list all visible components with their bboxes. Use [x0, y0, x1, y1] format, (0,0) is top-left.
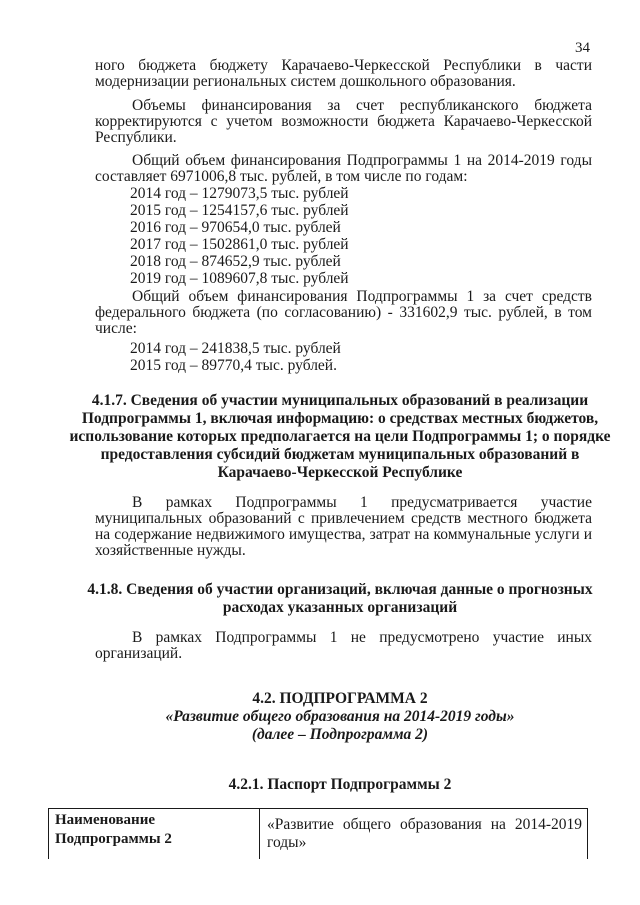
funding-year-line: 2016 год – 970654,0 тыс. рублей [130, 219, 341, 236]
funding-year-line: 2017 год – 1502861,0 тыс. рублей [130, 236, 349, 253]
paragraph-republican-funding: Объемы финансирования за счет республиканского бюджета корректируются с учетом возможности бюджета Карачаево-Черкесской Республики. [95, 97, 592, 146]
passport-table-label: Наименование Подпрограммы 2 [55, 812, 172, 847]
paragraph-total-funding: Общий объем финансирования Подпрограммы 1 на 2014-2019 годы составляет 6971006,8 тыс. рублей, в том числе по годам: [95, 152, 592, 185]
section-heading-4-1-7: 4.1.7. Сведения об участии муниципальных образований в реализации Подпрограммы 1, включая информацию: о средствах местных бюджетов, использование которых предполагается на цели Подпрограммы 1; о порядке предоставления субсидий бюджетам муниципальных образований в Карачаево-Черкесской Республике [69, 392, 611, 481]
section-heading-4-2: 4.2. ПОДПРОГРАММА 2 [252, 690, 428, 707]
page-number: 34 [575, 40, 590, 56]
funding-year-line: 2018 год – 874652,9 тыс. рублей [130, 253, 341, 270]
passport-table-value: «Развитие общего образования на 2014-2019 годы» [267, 816, 582, 851]
section-heading-4-1-8: 4.1.8. Сведения об участии организаций, включая данные о прогнозных расходах указанных организаций [87, 581, 593, 616]
paragraph-organizations: В рамках Подпрограммы 1 не предусмотрено участие иных организаций. [95, 629, 592, 662]
federal-year-line: 2015 год – 89770,4 тыс. рублей. [130, 357, 337, 374]
subprogram-2-name: «Развитие общего образования на 2014-2019 годы» [165, 708, 515, 725]
passport-table [48, 808, 588, 859]
funding-year-line: 2015 год – 1254157,6 тыс. рублей [130, 202, 349, 219]
paragraph-budget-part: ного бюджета бюджету Карачаево-Черкесской Республики в части модернизации региональных систем дошкольного образования. [95, 57, 592, 90]
funding-year-line: 2019 год – 1089607,8 тыс. рублей [130, 270, 349, 287]
passport-table-divider [259, 809, 260, 859]
paragraph-federal-funding: Общий объем финансирования Подпрограммы 1 за счет средств федерального бюджета (по согласованию) - 331602,9 тыс. рублей, в том числе: [95, 288, 592, 337]
section-heading-4-2-1: 4.2.1. Паспорт Подпрограммы 2 [228, 776, 452, 793]
funding-year-line: 2014 год – 1279073,5 тыс. рублей [130, 185, 349, 202]
subprogram-2-alias: (далее – Подпрограмма 2) [251, 726, 429, 743]
paragraph-municipal-participation: В рамках Подпрограммы 1 предусматривается участие муниципальных образований с привлечением средств местного бюджета на содержание недвижимого имущества, затрат на коммунальные услуги и хозяйственные нужды. [95, 494, 592, 559]
federal-year-line: 2014 год – 241838,5 тыс. рублей [130, 340, 341, 357]
